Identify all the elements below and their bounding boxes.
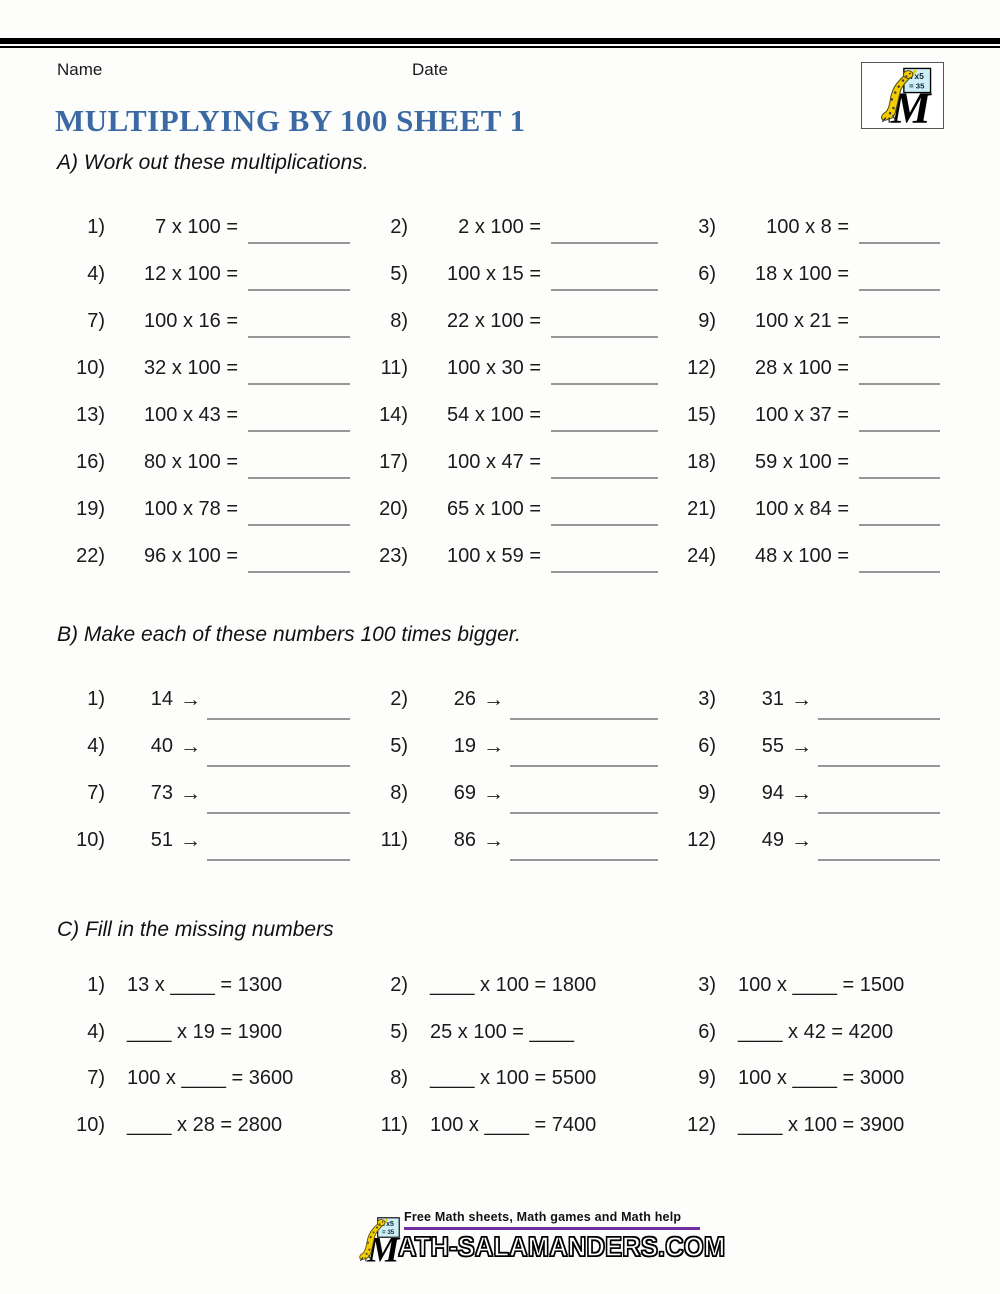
name-label: Name bbox=[57, 60, 103, 79]
problem-row bbox=[668, 344, 950, 391]
answer-blank[interactable] bbox=[818, 718, 940, 720]
problem-expression: 59 x 100 = bbox=[755, 451, 849, 473]
problem-expression: 100 x ____ = 1500 bbox=[738, 974, 905, 996]
problem-row bbox=[360, 203, 668, 250]
problem-row bbox=[57, 769, 360, 816]
answer-blank[interactable] bbox=[207, 718, 350, 720]
problem-value: 19 bbox=[453, 735, 476, 757]
problem-row bbox=[360, 1101, 668, 1148]
answer-blank[interactable] bbox=[248, 289, 350, 291]
problem-number: 7) bbox=[87, 1067, 105, 1089]
arrow-icon: → bbox=[483, 688, 504, 711]
problem-number: 9) bbox=[698, 310, 716, 332]
problem-row bbox=[57, 532, 360, 579]
problem-row bbox=[360, 532, 668, 579]
answer-blank[interactable] bbox=[818, 812, 940, 814]
problem-number: 10) bbox=[76, 829, 105, 851]
problem-number: 17) bbox=[379, 451, 408, 473]
problem-expression: 100 x 47 = bbox=[447, 451, 541, 473]
problem-row bbox=[360, 250, 668, 297]
problem-expression: 54 x 100 = bbox=[447, 404, 541, 426]
problem-number: 4) bbox=[87, 1020, 105, 1043]
problem-expression: ____ x 28 = 2800 bbox=[127, 1113, 283, 1136]
problem-number: 23) bbox=[379, 545, 408, 567]
problem-expression: 12 x 100 = bbox=[144, 263, 238, 285]
problem-number: 11) bbox=[380, 829, 408, 851]
problem-row bbox=[57, 438, 360, 485]
problem-row bbox=[668, 1054, 950, 1101]
problem-number: 4) bbox=[87, 263, 105, 285]
problem-number: 16) bbox=[76, 451, 105, 473]
answer-blank[interactable] bbox=[859, 571, 940, 573]
problem-row bbox=[57, 250, 360, 297]
problem-expression: ____ x 19 = 1900 bbox=[127, 1020, 283, 1043]
problem-expression: 100 x 21 = bbox=[755, 310, 849, 332]
problem-row bbox=[668, 297, 950, 344]
problem-expression: 100 x ____ = 7400 bbox=[430, 1113, 597, 1136]
section-a-grid bbox=[57, 203, 950, 579]
problem-row bbox=[57, 961, 360, 1008]
answer-blank[interactable] bbox=[551, 477, 658, 479]
problem-value: 69 bbox=[453, 782, 476, 804]
footer-brand bbox=[352, 1210, 754, 1268]
problem-number: 3) bbox=[698, 688, 716, 710]
salamander-easel-icon bbox=[352, 1212, 402, 1268]
problem-number: 6) bbox=[698, 1020, 716, 1043]
problem-number: 6) bbox=[698, 735, 716, 757]
problem-expression: 100 x 16 = bbox=[144, 310, 238, 332]
problem-number: 6) bbox=[698, 263, 716, 285]
date-label: Date bbox=[412, 60, 448, 79]
problem-expression: 100 x 8 = bbox=[766, 216, 849, 238]
problem-row bbox=[57, 1008, 360, 1055]
problem-number: 3) bbox=[698, 974, 716, 996]
answer-blank[interactable] bbox=[248, 524, 350, 526]
problem-value: 94 bbox=[761, 782, 784, 804]
problem-expression: 100 x 59 = bbox=[447, 545, 541, 567]
problem-expression: ____ x 100 = 5500 bbox=[430, 1067, 597, 1089]
arrow-icon: → bbox=[180, 782, 201, 805]
problem-row bbox=[360, 391, 668, 438]
answer-blank[interactable] bbox=[859, 242, 940, 244]
problem-number: 7) bbox=[87, 310, 105, 332]
answer-blank[interactable] bbox=[248, 571, 350, 573]
problem-row bbox=[668, 250, 950, 297]
problem-row bbox=[57, 391, 360, 438]
problem-value: 51 bbox=[150, 829, 173, 851]
problem-number: 9) bbox=[698, 782, 716, 804]
arrow-icon: → bbox=[180, 829, 201, 852]
footer-text-block bbox=[398, 1210, 754, 1263]
problem-expression: 100 x 15 = bbox=[447, 263, 541, 285]
answer-blank[interactable] bbox=[510, 812, 658, 814]
section-b-grid bbox=[57, 675, 950, 863]
answer-blank[interactable] bbox=[248, 430, 350, 432]
footer-site-name: ATH-SALAMANDERS.COM bbox=[398, 1231, 726, 1262]
problem-expression: 48 x 100 = bbox=[755, 545, 849, 567]
problem-number: 20) bbox=[379, 498, 408, 520]
problem-number: 2) bbox=[390, 216, 408, 238]
problem-number: 24) bbox=[687, 545, 716, 567]
problem-expression: 65 x 100 = bbox=[447, 498, 541, 520]
answer-blank[interactable] bbox=[551, 242, 658, 244]
problem-row bbox=[57, 485, 360, 532]
arrow-icon: → bbox=[791, 735, 812, 758]
problem-number: 5) bbox=[390, 735, 408, 757]
problem-row bbox=[668, 769, 950, 816]
answer-blank[interactable] bbox=[207, 859, 350, 861]
problem-expression: 100 x 84 = bbox=[755, 498, 849, 520]
salamander-easel-icon bbox=[870, 65, 936, 127]
answer-blank[interactable] bbox=[818, 765, 940, 767]
problem-row bbox=[360, 297, 668, 344]
problem-number: 10) bbox=[76, 1113, 105, 1136]
problem-value: 31 bbox=[761, 688, 784, 710]
arrow-icon: → bbox=[483, 782, 504, 805]
answer-blank[interactable] bbox=[551, 383, 658, 385]
problem-number: 12) bbox=[687, 829, 716, 851]
answer-blank[interactable] bbox=[248, 477, 350, 479]
answer-blank[interactable] bbox=[551, 571, 658, 573]
answer-blank[interactable] bbox=[859, 524, 940, 526]
arrow-icon: → bbox=[791, 829, 812, 852]
problem-value: 73 bbox=[150, 782, 173, 804]
problem-row bbox=[668, 438, 950, 485]
problem-expression: ____ x 100 = 1800 bbox=[430, 974, 597, 996]
problem-number: 8) bbox=[390, 1067, 408, 1089]
problem-expression: 25 x 100 = ____ bbox=[430, 1020, 575, 1043]
top-rule-thin bbox=[0, 46, 1000, 48]
answer-blank[interactable] bbox=[551, 524, 658, 526]
arrow-icon: → bbox=[180, 688, 201, 711]
problem-expression: 96 x 100 = bbox=[144, 545, 238, 567]
problem-number: 18) bbox=[687, 451, 716, 473]
problem-expression: 80 x 100 = bbox=[144, 451, 238, 473]
problem-row bbox=[668, 961, 950, 1008]
problem-value: 14 bbox=[150, 688, 173, 710]
problem-expression: 100 x 30 = bbox=[447, 357, 541, 379]
page-title: MULTIPLYING BY 100 SHEET 1 bbox=[55, 103, 526, 138]
problem-expression: 7 x 100 = bbox=[155, 216, 238, 238]
problem-row bbox=[668, 485, 950, 532]
arrow-icon: → bbox=[483, 829, 504, 852]
problem-value: 40 bbox=[150, 735, 173, 757]
problem-expression: 100 x 43 = bbox=[144, 404, 238, 426]
problem-expression: ____ x 42 = 4200 bbox=[738, 1020, 894, 1043]
problem-expression: 2 x 100 = bbox=[458, 216, 541, 238]
top-rule-thick bbox=[0, 38, 1000, 44]
problem-expression: 28 x 100 = bbox=[755, 357, 849, 379]
arrow-icon: → bbox=[791, 688, 812, 711]
problem-number: 12) bbox=[687, 1113, 716, 1136]
problem-row bbox=[360, 722, 668, 769]
answer-blank[interactable] bbox=[551, 336, 658, 338]
section-a-heading: A) Work out these multiplications. bbox=[57, 151, 369, 174]
problem-expression: 100 x ____ = 3600 bbox=[127, 1067, 294, 1089]
problem-row bbox=[57, 816, 360, 863]
answer-blank[interactable] bbox=[551, 430, 658, 432]
problem-number: 15) bbox=[687, 404, 716, 426]
problem-row bbox=[360, 344, 668, 391]
problem-number: 1) bbox=[87, 216, 105, 238]
problem-expression: 13 x ____ = 1300 bbox=[127, 974, 283, 996]
problem-expression: 100 x 37 = bbox=[755, 404, 849, 426]
footer-tagline: Free Math sheets, Math games and Math help bbox=[404, 1210, 682, 1224]
problem-row bbox=[360, 1054, 668, 1101]
problem-number: 1) bbox=[87, 974, 105, 996]
answer-blank[interactable] bbox=[859, 289, 940, 291]
problem-row bbox=[360, 961, 668, 1008]
answer-blank[interactable] bbox=[818, 859, 940, 861]
problem-row bbox=[360, 438, 668, 485]
problem-expression: 22 x 100 = bbox=[447, 310, 541, 332]
problem-row bbox=[57, 675, 360, 722]
problem-number: 10) bbox=[76, 357, 105, 379]
answer-blank[interactable] bbox=[859, 336, 940, 338]
problem-row bbox=[668, 1101, 950, 1148]
problem-number: 9) bbox=[698, 1067, 716, 1089]
answer-blank[interactable] bbox=[859, 477, 940, 479]
answer-blank[interactable] bbox=[248, 336, 350, 338]
problem-number: 11) bbox=[380, 1113, 408, 1136]
problem-row bbox=[57, 722, 360, 769]
answer-blank[interactable] bbox=[248, 383, 350, 385]
problem-value: 55 bbox=[761, 735, 784, 757]
problem-row bbox=[668, 816, 950, 863]
arrow-icon: → bbox=[483, 735, 504, 758]
problem-row bbox=[57, 344, 360, 391]
problem-number: 4) bbox=[87, 735, 105, 757]
problem-number: 12) bbox=[687, 357, 716, 379]
problem-expression: 32 x 100 = bbox=[144, 357, 238, 379]
problem-row bbox=[57, 1054, 360, 1101]
answer-blank[interactable] bbox=[551, 289, 658, 291]
problem-value: 49 bbox=[761, 829, 784, 851]
problem-row bbox=[668, 1008, 950, 1055]
problem-number: 2) bbox=[390, 974, 408, 996]
problem-value: 86 bbox=[453, 829, 476, 851]
section-c-heading: C) Fill in the missing numbers bbox=[57, 918, 334, 941]
problem-row bbox=[360, 769, 668, 816]
answer-blank[interactable] bbox=[248, 242, 350, 244]
problem-row bbox=[57, 1101, 360, 1148]
problem-row bbox=[668, 532, 950, 579]
answer-blank[interactable] bbox=[510, 859, 658, 861]
problem-expression: 100 x ____ = 3000 bbox=[738, 1067, 905, 1089]
problem-number: 11) bbox=[380, 357, 408, 379]
problem-number: 7) bbox=[87, 782, 105, 804]
problem-number: 5) bbox=[390, 1020, 408, 1043]
problem-row bbox=[360, 816, 668, 863]
answer-blank[interactable] bbox=[859, 383, 940, 385]
section-c-grid bbox=[57, 961, 950, 1147]
problem-row bbox=[668, 391, 950, 438]
problem-row bbox=[360, 485, 668, 532]
section-b-heading: B) Make each of these numbers 100 times bigger. bbox=[57, 623, 521, 646]
problem-row bbox=[57, 203, 360, 250]
problem-number: 13) bbox=[76, 404, 105, 426]
answer-blank[interactable] bbox=[207, 812, 350, 814]
problem-number: 3) bbox=[698, 216, 716, 238]
problem-row bbox=[668, 203, 950, 250]
problem-number: 21) bbox=[687, 498, 716, 520]
problem-row bbox=[360, 675, 668, 722]
problem-expression: 100 x 78 = bbox=[144, 498, 238, 520]
math-salamanders-logo bbox=[861, 62, 944, 129]
problem-number: 8) bbox=[390, 782, 408, 804]
answer-blank[interactable] bbox=[510, 765, 658, 767]
problem-number: 8) bbox=[390, 310, 408, 332]
problem-number: 22) bbox=[76, 545, 105, 567]
problem-number: 14) bbox=[379, 404, 408, 426]
footer-divider bbox=[404, 1227, 700, 1230]
answer-blank[interactable] bbox=[207, 765, 350, 767]
problem-row bbox=[668, 675, 950, 722]
answer-blank[interactable] bbox=[510, 718, 658, 720]
problem-number: 1) bbox=[87, 688, 105, 710]
problem-expression: 18 x 100 = bbox=[755, 263, 849, 285]
arrow-icon: → bbox=[180, 735, 201, 758]
problem-row bbox=[360, 1008, 668, 1055]
problem-expression: ____ x 100 = 3900 bbox=[738, 1113, 905, 1136]
problem-number: 2) bbox=[390, 688, 408, 710]
problem-value: 26 bbox=[453, 688, 476, 710]
arrow-icon: → bbox=[791, 782, 812, 805]
problem-row bbox=[668, 722, 950, 769]
problem-number: 19) bbox=[76, 498, 105, 520]
problem-row bbox=[57, 297, 360, 344]
answer-blank[interactable] bbox=[859, 430, 940, 432]
problem-number: 5) bbox=[390, 263, 408, 285]
